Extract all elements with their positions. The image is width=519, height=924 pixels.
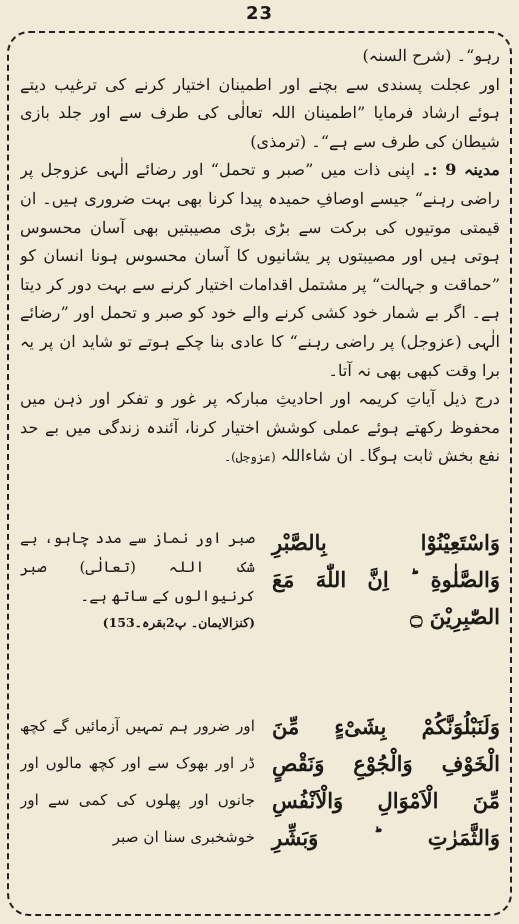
paragraph-1: رہو“۔ (شرح السنہ) bbox=[362, 46, 500, 65]
azza-wajal-note: (عزوجل)۔ bbox=[224, 450, 276, 465]
verse-1-arabic-line: الصّٰبِرِيْنَ ۝ bbox=[410, 604, 500, 629]
verse-1-arabic bbox=[272, 524, 500, 635]
verse-2-arabic-line: مِّنَ الْاَمْوَالِ وَالْاَنْفُسِ bbox=[272, 788, 500, 813]
page-number: 23 bbox=[245, 3, 274, 24]
verse-2-arabic-line: وَالثَّمَرٰتِ ؕ وَبَشِّرِ bbox=[272, 825, 500, 850]
verse-block-1 bbox=[20, 524, 500, 635]
verse-2-translation: اور ضرور ہم تمہیں آزمائیں گے کچھ ڈر اور بھوک سے اور کچھ مالوں اور جانوں اور پھلوں کی کمی سے اور خوشخبری سنا ان صبر bbox=[20, 717, 255, 846]
madina-label: مدینہ 9 :۔ bbox=[422, 160, 500, 180]
verse-1-translation: صبر اور نماز سے مدد چاہو، بے شک اللہ (تعالٰی) صبر کرنیوالوں کے ساتھ ہے۔ bbox=[20, 529, 255, 605]
paragraph-3 bbox=[20, 156, 500, 385]
page-content bbox=[20, 42, 500, 912]
paragraph-4 bbox=[20, 385, 500, 472]
paragraph-2: اور عجلت پسندی سے بچنے اور اطمینان اختیار کرنے کی ترغیب دیتے ہوئے ارشاد فرمایا ”اطمینان اللہ تعالٰی کی طرف سے اور جلد بازی شیطان کی طرف سے ہے“۔ (ترمذی) bbox=[20, 74, 500, 151]
verse-1-arabic-line: وَالصَّلٰوةِ ؕ اِنَّ اللّٰهَ مَعَ bbox=[272, 567, 500, 592]
verse-1-reference: (کنزالایمان۔ پ2بقرہ۔153) bbox=[102, 615, 255, 630]
paragraph-3-text: اپنی ذات میں ”صبر و تحمل“ اور رضائے الٰہی عزوجل پر راضی رہنے“ جیسے اوصافِ حمیدہ پیدا کرنا بھی بہت ضروری ہیں۔ ان قیمتی موتیوں کی برکت سے بڑی بڑی مصیبتیں بھی آسان محسوس ہوتی ہیں اور مصیبتوں پر یشانیوں کا آسان محسوس ہونا انسان کو ”حماقت و جہالت“ پر مشتمل اقدامات اختیار کرنے سے بہت دور کر دیتا ہے۔ اگر بے شمار خود کشی کرنے والے خود کو صبر و تحمل اور ”رضائے الٰہی (عزوجل) پر راضی رہنے“ کا عادی بنا چکے ہوتے تو شاید ان پر یہ برا وقت کبھی بھی نہ آتا۔ bbox=[20, 160, 500, 380]
verse-2-arabic-line: الْخَوْفِ وَالْجُوْعِ وَنَقْصٍ bbox=[272, 751, 500, 776]
verse-1-arabic-line: وَاسْتَعِيْنُوْا بِالصَّبْرِ bbox=[272, 530, 500, 555]
paragraph-4-text: درج ذیل آیاتِ کریمہ اور احادیثِ مبارکہ پر غور و تفکر اور ذہن میں محفوظ رکھتے ہوئے عملی کوشش اختیار کرنا، آئندہ زندگی میں بے حد نفع بخش ثابت ہوگا۔ ان شاءاللہ bbox=[20, 389, 500, 466]
verse-2-arabic bbox=[272, 708, 500, 856]
verse-block-2 bbox=[20, 708, 500, 856]
verse-2-arabic-line: وَلَنَبْلُوَنَّكُمْ بِشَیْءٍ مِّنَ bbox=[272, 714, 500, 739]
